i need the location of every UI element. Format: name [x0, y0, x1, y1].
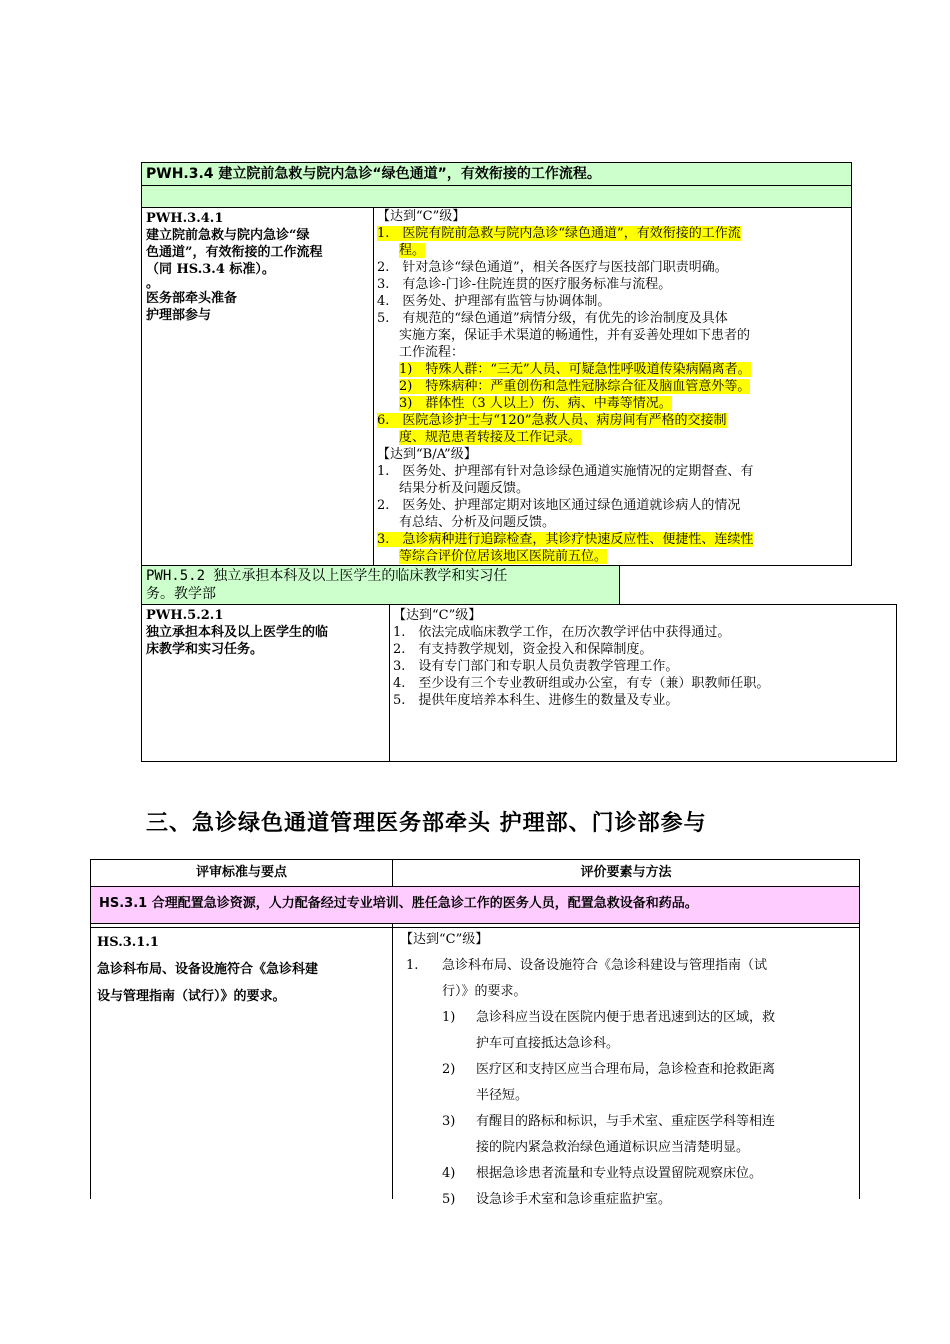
pwh521-c-label: 【达到“C”级】 [393, 608, 482, 623]
hs311-text-2: 设与管理指南（试行）》的要求。 [97, 989, 286, 1004]
pwh52-title-1: PWH.5.2 独立承担本科及以上医学生的临床教学和实习任 [146, 568, 508, 584]
pwh521-item-3: 3. 设有专门部门和专职人员负责教学管理工作。 [393, 659, 679, 674]
pwh34-title: PWH.3.4 建立院前急救与院内急诊“绿色通道”，有效衔接的工作流程。 [146, 166, 601, 182]
header-left-label: 评审标准与要点 [195, 865, 287, 880]
pwh341-text-5: 医务部牵头准备 [146, 291, 238, 306]
pwh521-item-5: 5. 提供年度培养本科生、进修生的数量及专业。 [393, 693, 679, 708]
pwh341-text-6: 护理部参与 [146, 308, 212, 323]
hs311-item-1-num: 1. [406, 958, 419, 973]
pwh341-code: PWH.3.4.1 [146, 211, 224, 226]
hs31-row [90, 886, 860, 924]
pwh521-text-1: 独立承担本科及以上医学生的临 [146, 625, 329, 640]
table2-header-left [90, 859, 393, 887]
sub-3a: 有醒目的路标和标识，与手术室、重症医学科等相连 [476, 1114, 776, 1129]
ba-item-3b: 等综合评价位居该地区医院前五位。 [399, 549, 608, 564]
ba-item-1b: 结果分析及问题反馈。 [399, 481, 530, 496]
sub-1-num: 1) [442, 1010, 456, 1025]
table2-header-right [392, 859, 860, 887]
pwh341-left-cell [141, 207, 374, 566]
c-item-4: 4. 医务处、护理部有监管与协调体制。 [377, 294, 611, 309]
c-level-label: 【达到“C”级】 [377, 209, 466, 224]
ba-item-2a: 2. 医务处、护理部定期对该地区通过绿色通道就诊病人的情况 [377, 498, 741, 513]
hs311-right-cell [392, 927, 860, 1207]
sub-4a: 根据急诊患者流量和专业特点设置留院观察床位。 [476, 1166, 763, 1181]
c-sub-2: 2) 特殊病种：严重创伤和急性冠脉综合征及脑血管意外等。 [399, 379, 751, 394]
c-item-5c: 工作流程： [399, 345, 465, 360]
sub-3b: 接的院内紧急救治绿色通道标识应当清楚明显。 [476, 1140, 750, 1155]
sub-2b: 半径短。 [476, 1088, 529, 1103]
pwh341-text-4: 。 [146, 276, 160, 291]
c-item-5b: 实施方案，保证手术渠道的畅通性，并有妥善处理如下患者的 [399, 328, 751, 343]
pwh521-text-2: 床教学和实习任务。 [146, 642, 264, 657]
sub-4-num: 4) [442, 1166, 456, 1181]
hs311-c-label: 【达到“C”级】 [400, 932, 489, 947]
pwh521-item-2: 2. 有支持教学规划，资金投入和保障制度。 [393, 642, 653, 657]
ba-level-label: 【达到“B/A”级】 [377, 447, 477, 462]
sub-5a: 设急诊手术室和急诊重症监护室。 [476, 1192, 672, 1207]
pwh34-empty-row [141, 185, 852, 208]
c-item-6b: 度、规范患者转接及工作记录。 [399, 430, 582, 445]
ba-item-1a: 1. 医务处、护理部有针对急诊绿色通道实施情况的定期督查、有 [377, 464, 754, 479]
pwh34-title-row [141, 162, 852, 186]
ba-item-2b: 有总结、分析及问题反馈。 [399, 515, 556, 530]
sub-2a: 医疗区和支持区应当合理布局，急诊检查和抢救距离 [476, 1062, 776, 1077]
hs311-item-1a: 急诊科布局、设备设施符合《急诊科建设与管理指南（试 [442, 958, 768, 973]
hs311-code: HS.3.1.1 [97, 935, 159, 950]
pwh521-code: PWH.5.2.1 [146, 608, 224, 623]
c-sub-3: 3) 群体性（3 人以上）伤、病、中毒等情况。 [399, 396, 672, 411]
c-item-6a: 6. 医院急诊护士与“120”急救人员、病房间有严格的交接制 [377, 413, 727, 428]
sub-5-num: 5) [442, 1192, 456, 1207]
hs31-title: HS.3.1 合理配置急诊资源，人力配备经过专业培训、胜任急诊工作的医务人员，配置急救设备和药品。 [99, 896, 698, 911]
header-right-label: 评价要素与方法 [580, 865, 672, 880]
pwh341-text-3: （同 HS.3.4 标准）。 [146, 262, 275, 277]
hs311-item-1b: 行）》的要求。 [442, 984, 527, 999]
c-sub-1: 1) 特殊人群：“三无”人员、可疑急性呼吸道传染病隔离者。 [399, 362, 751, 377]
pwh341-text-2: 色通道”，有效衔接的工作流程 [146, 245, 323, 260]
hs311-text-1: 急诊科布局、设备设施符合《急诊科建 [97, 962, 319, 977]
c-item-3: 3. 有急诊-门诊-住院连贯的医疗服务标准与流程。 [377, 277, 672, 292]
section-3-heading: 三、急诊绿色通道管理医务部牵头 护理部、门诊部参与 [146, 810, 707, 836]
sub-1b: 护车可直接抵达急诊科。 [476, 1036, 620, 1051]
pwh52-title-row [141, 565, 620, 605]
hs311-left-cell [90, 927, 393, 1199]
pwh521-right-cell [389, 604, 897, 762]
ba-item-3a: 3. 急诊病种进行追踪检查，其诊疗快速反应性、便捷性、连续性 [377, 532, 754, 547]
pwh521-left-cell [141, 604, 390, 762]
c-item-5a: 5. 有规范的“绿色通道”病情分级，有优先的诊治制度及具体 [377, 311, 728, 326]
sub-3-num: 3) [442, 1114, 456, 1129]
pwh341-right-cell [373, 207, 852, 566]
c-item-1b: 程。 [399, 243, 426, 258]
c-item-1a: 1. 医院有院前急救与院内急诊“绿色通道”，有效衔接的工作流 [377, 226, 741, 241]
sub-2-num: 2) [442, 1062, 456, 1077]
c-item-2: 2. 针对急诊“绿色通道”，相关各医疗与医技部门职责明确。 [377, 260, 728, 275]
pwh521-item-1: 1. 依法完成临床教学工作，在历次教学评估中获得通过。 [393, 625, 731, 640]
pwh341-text-1: 建立院前急救与院内急诊“绿 [146, 228, 310, 243]
sub-1a: 急诊科应当设在医院内便于患者迅速到达的区域，救 [476, 1010, 776, 1025]
pwh521-item-4: 4. 至少设有三个专业教研组或办公室，有专（兼）职教师任职。 [393, 676, 770, 691]
pwh52-title-2: 务。教学部 [146, 586, 216, 602]
